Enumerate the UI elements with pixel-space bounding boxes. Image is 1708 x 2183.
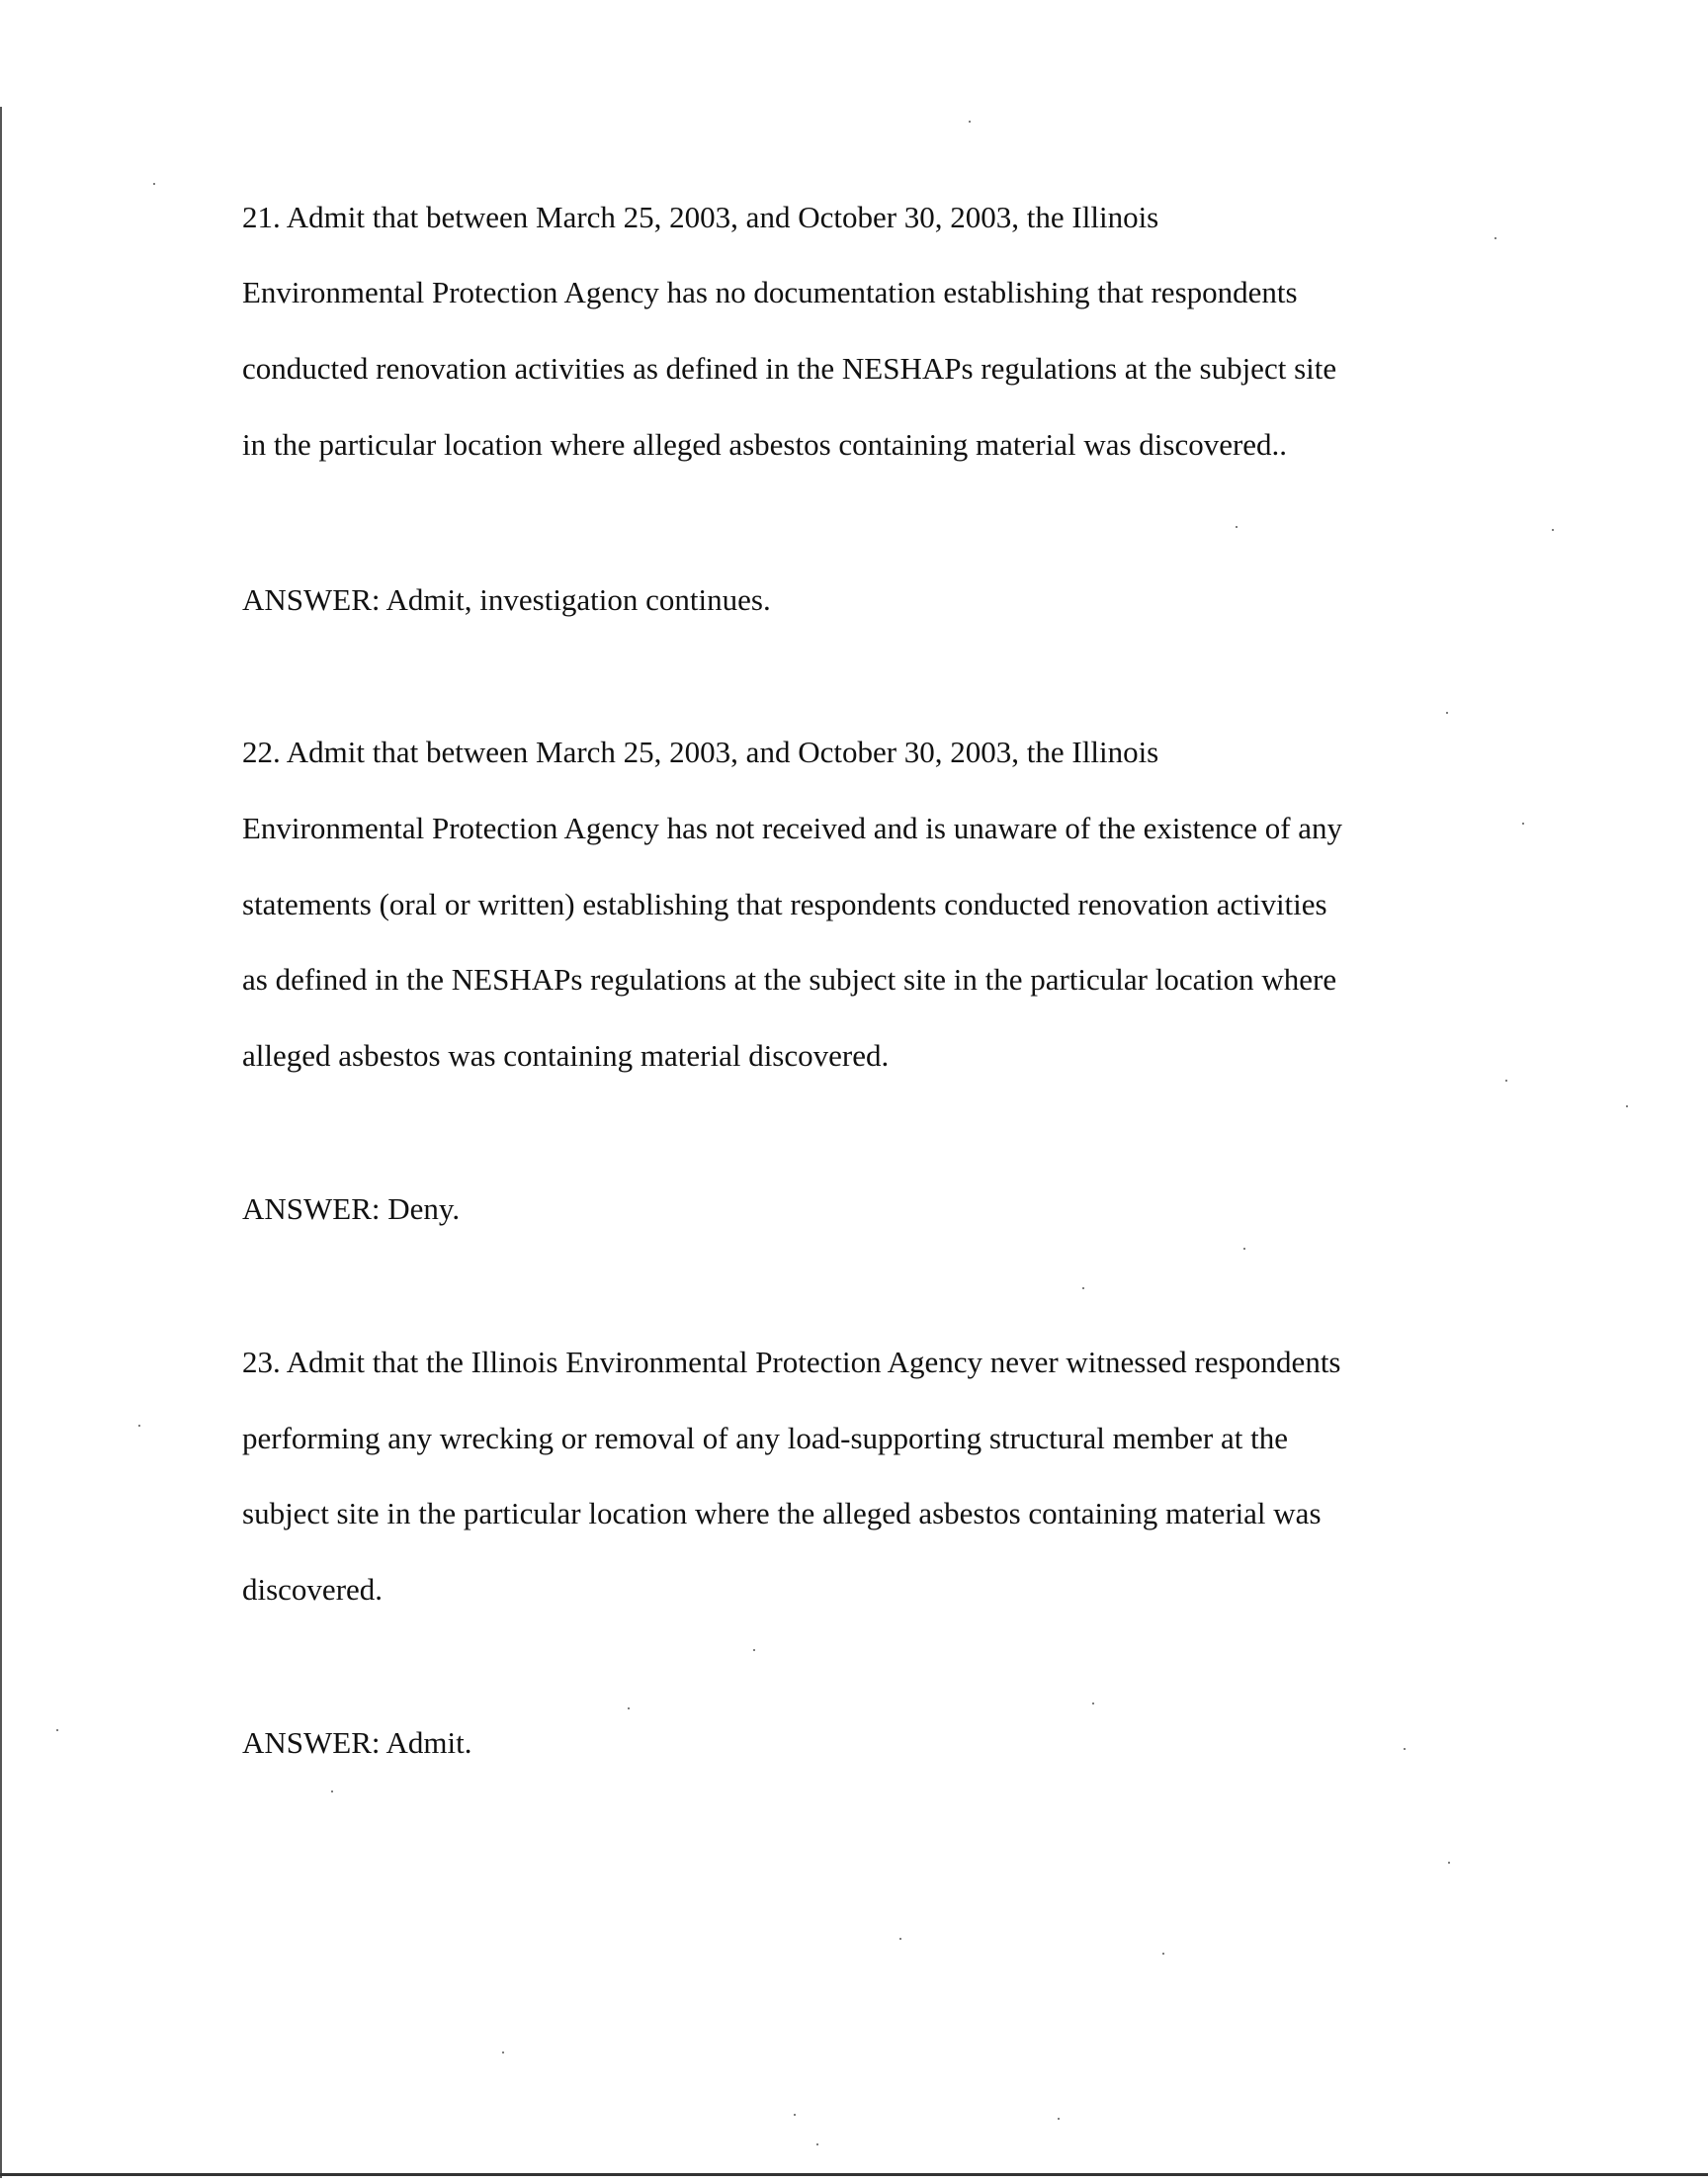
scan-speck (1162, 1953, 1164, 1955)
scan-speck (753, 1649, 755, 1651)
scan-speck (1505, 1080, 1507, 1082)
scan-speck (794, 2114, 796, 2116)
request-23-line-3: subject site in the particular location where the alleged asbestos containing material was (242, 1496, 1322, 1530)
request-21-line-1: 21. Admit that between March 25, 2003, and October 30, 2003, the Illinois (242, 200, 1159, 234)
scan-speck (56, 1729, 58, 1731)
request-22-line-3: statements (oral or written) establishing that respondents conducted renovation activities (242, 887, 1327, 921)
scan-speck (1404, 1748, 1406, 1750)
request-22-line-1: 22. Admit that between March 25, 2003, and October 30, 2003, the Illinois (242, 735, 1159, 769)
request-22-line-5: alleged asbestos was containing material discovered. (242, 1038, 890, 1073)
answer-23: ANSWER: Admit. (242, 1725, 472, 1760)
scan-speck (502, 2052, 504, 2053)
scan-speck (1494, 237, 1496, 239)
scan-speck (1243, 1248, 1245, 1250)
request-23-line-2: performing any wrecking or removal of any load-supporting structural member at the (242, 1421, 1288, 1455)
scan-speck (1448, 1862, 1450, 1864)
scan-speck (1626, 1105, 1628, 1107)
scan-speck (1522, 823, 1524, 825)
scan-speck (969, 121, 971, 123)
answer-22: ANSWER: Deny. (242, 1191, 461, 1226)
request-22-line-2: Environmental Protection Agency has not received and is unaware of the existence of any (242, 811, 1343, 845)
scan-speck (628, 1707, 630, 1709)
scan-speck (153, 183, 155, 185)
scan-speck (1236, 526, 1238, 528)
request-21-line-3: conducted renovation activities as defined in the NESHAPs regulations at the subject site (242, 351, 1337, 386)
request-22-line-4: as defined in the NESHAPs regulations at the subject site in the particular location where (242, 962, 1337, 997)
scan-speck (138, 1425, 140, 1427)
request-21-line-4: in the particular location where alleged asbestos containing material was discovered.. (242, 427, 1288, 462)
request-23-line-1: 23. Admit that the Illinois Environmental Protection Agency never witnessed respondents (242, 1345, 1341, 1379)
scan-speck (1082, 1287, 1084, 1289)
left-margin-rule (0, 107, 2, 2178)
scan-speck (1092, 1703, 1094, 1704)
scan-speck (816, 2143, 818, 2145)
scan-speck (899, 1938, 901, 1940)
scan-speck (1552, 529, 1554, 531)
request-23-line-4: discovered. (242, 1572, 384, 1607)
bottom-margin-rule (0, 2173, 1708, 2176)
answer-21: ANSWER: Admit, investigation continues. (242, 582, 771, 617)
request-21-line-2: Environmental Protection Agency has no documentation establishing that respondents (242, 275, 1298, 309)
scan-speck (1446, 712, 1448, 714)
scan-speck (1058, 2118, 1060, 2120)
scan-speck (331, 1790, 333, 1792)
